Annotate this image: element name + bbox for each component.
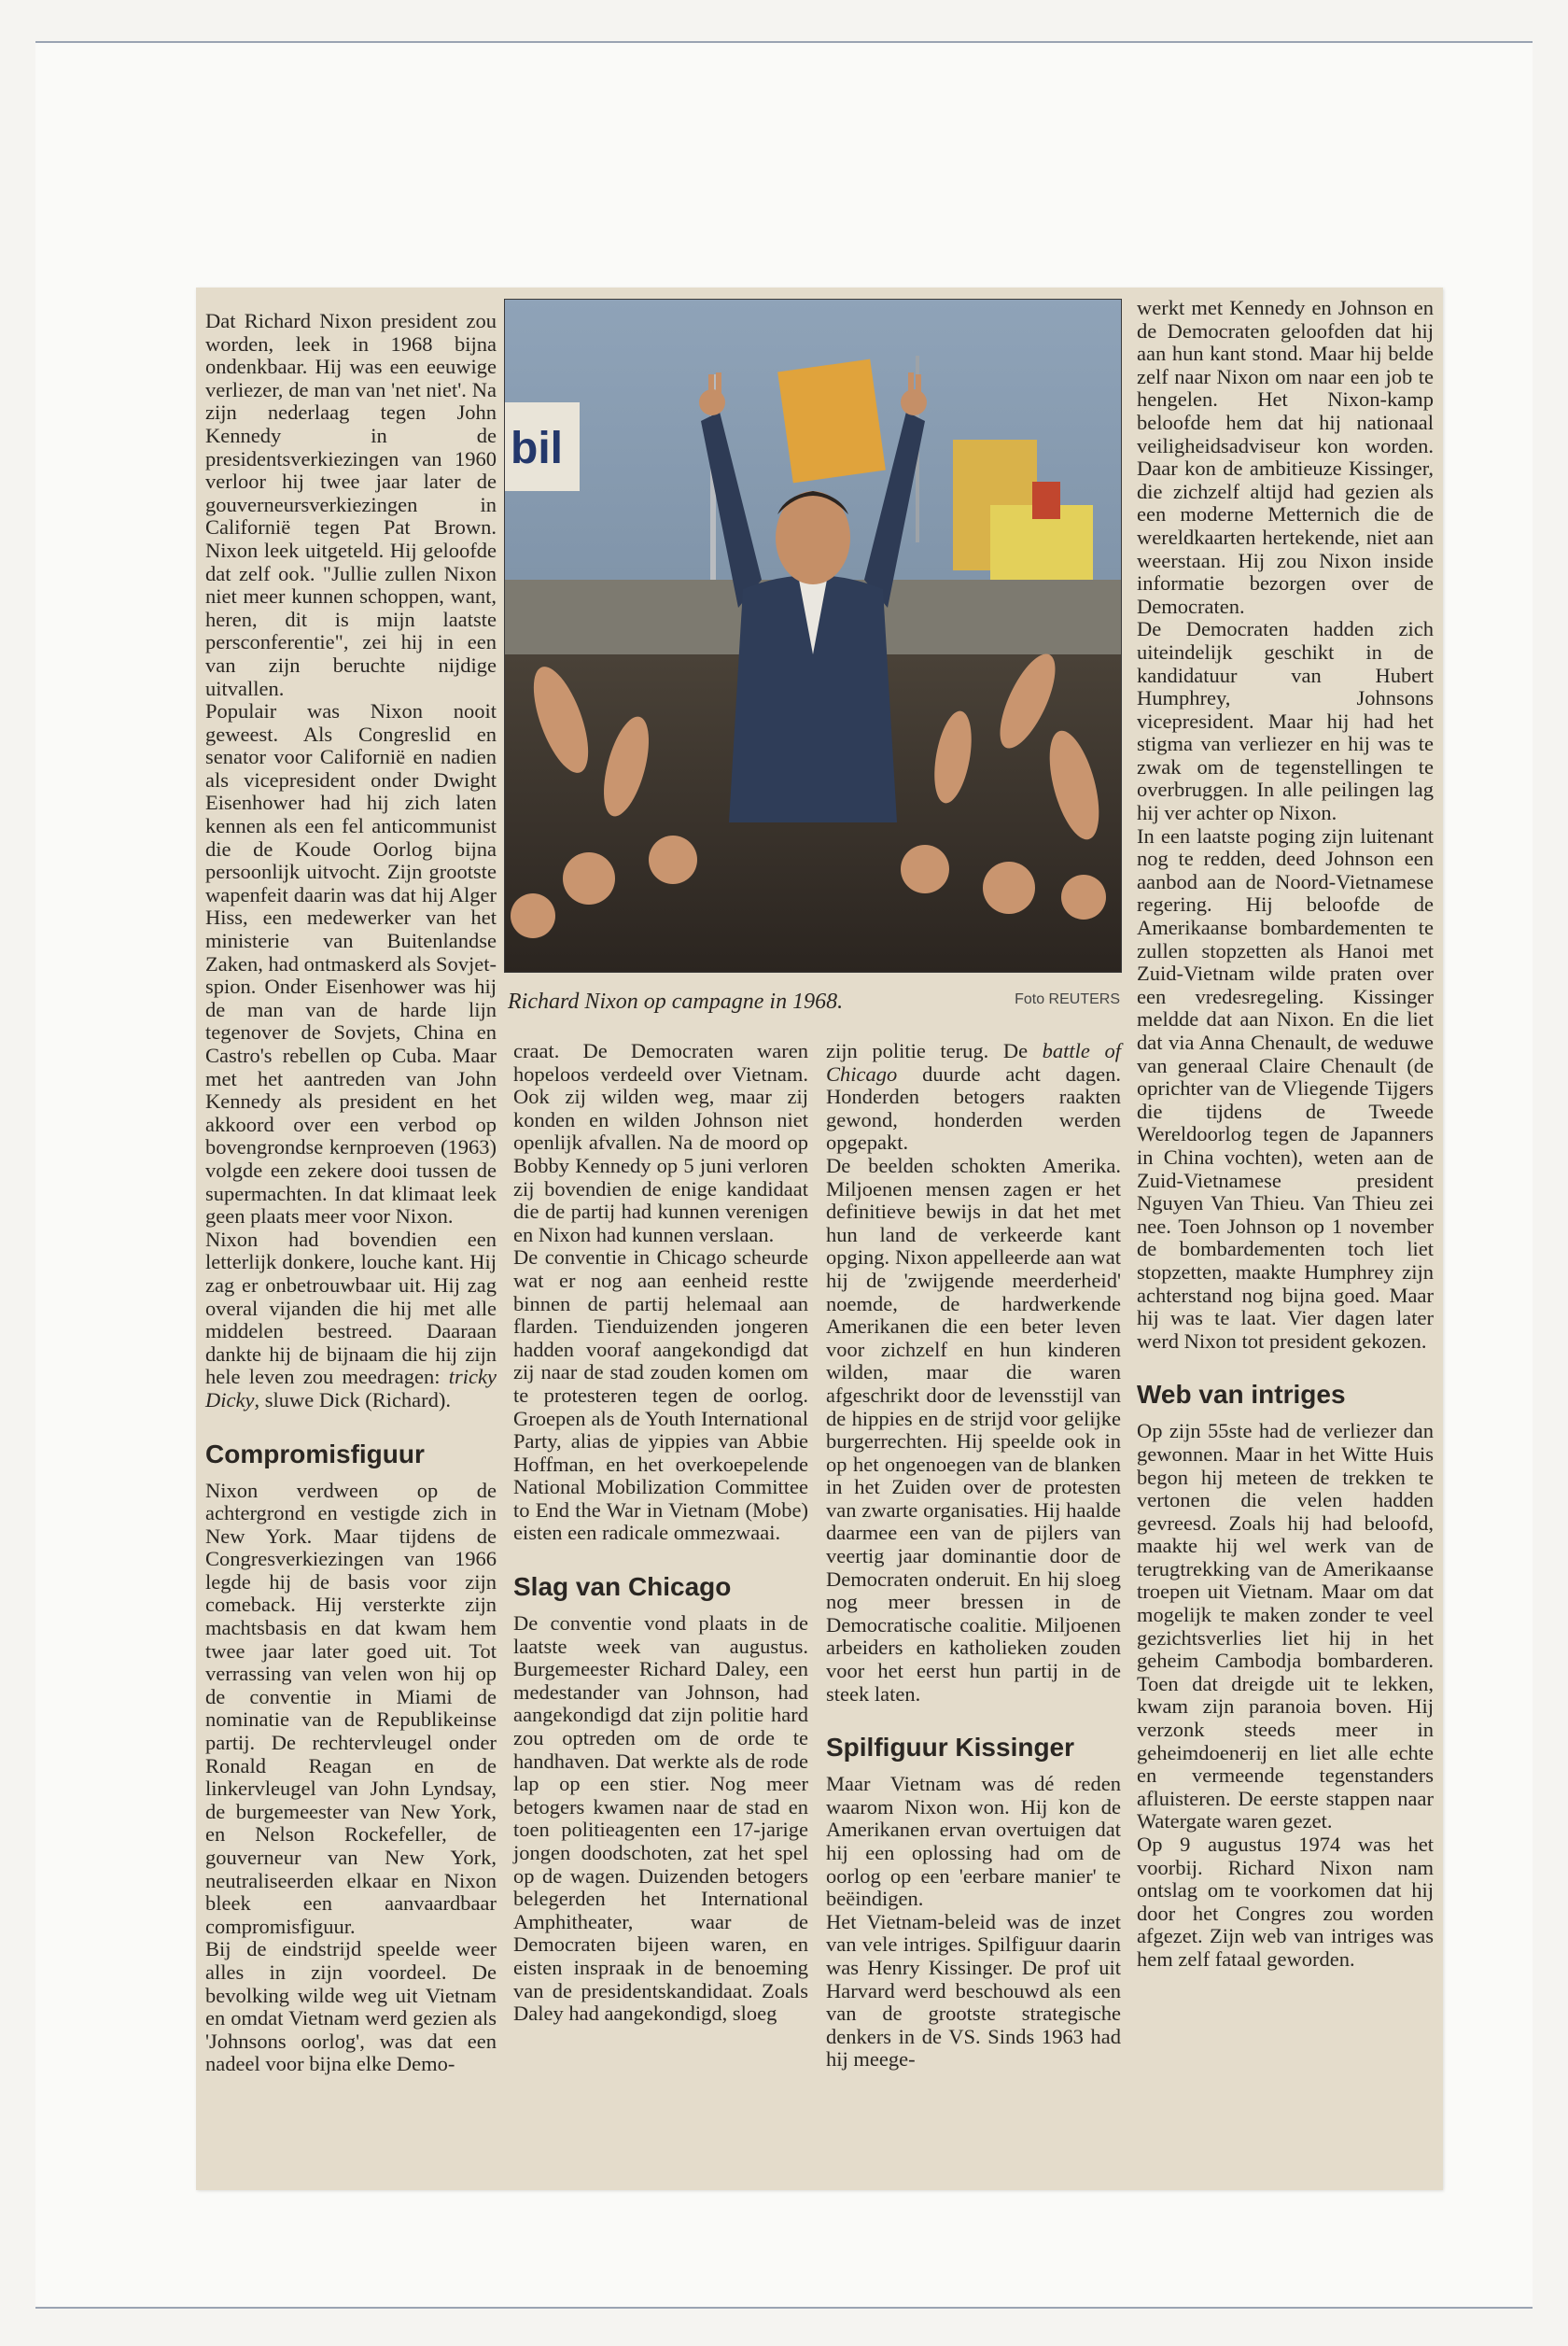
paragraph bbox=[205, 1229, 497, 1412]
album-page bbox=[35, 41, 1533, 2309]
text: Nixon had bovendien een letterlijk donkere, louche kant. Hij zag er onbetrouwbaar uit. Hij zag overal vijanden die hij met alle middelen bestreed. Daaraan dankte hij de bijnaam die hij zijn hele leven zou meedragen: bbox=[205, 1227, 497, 1389]
text: zijn politie terug. De bbox=[826, 1039, 1043, 1062]
paragraph: Populair was Nixon nooit geweest. Als Congreslid en senator voor Californië en nadien als vicepresident onder Dwight Eisenhower had hij zich laten kennen als een fel anticommunist die de Koude Oorlog bijna persoonlijk uitvocht. Zijn grootste wapenfeit daarin was dat hij Alger Hiss, een medewerker van het ministerie van Buitenlandse Zaken, had ontmaskerd als Sovjet-spion. Onder Eisenhower was hij de man van de harde lijn tegenover de Sovjets, China en Castro's rebellen op Cuba. Maar met het aantreden van John Kennedy als president en het akkoord over een verbod op bovengrondse kernproeven (1963) volgde een zekere dooi tussen de supermachten. In dat klimaat leek geen plaats meer voor Nixon. bbox=[205, 699, 497, 1229]
subheading-slag-van-chicago: Slag van Chicago bbox=[513, 1572, 732, 1602]
text: duurde acht dagen. Honderden betogers raakten gewond, honderden werden opgepakt. bbox=[826, 1061, 1121, 1155]
paragraph: Het Vietnam-beleid was de inzet van vele intriges. Spilfiguur daarin was Henry Kissinger. De prof uit Harvard werd beschouwd als een van de grootste strategische denkers in de VS. Sinds 1963 had hij meege- bbox=[826, 1909, 1121, 2072]
paragraph: Bij de eindstrijd speelde weer alles in zijn voordeel. De bevolking wilde weg uit Vietnam en omdat Vietnam werd gezien als 'Johnsons oorlog', was dat een nadeel voor bijna elke Demo- bbox=[205, 1937, 497, 2076]
paragraph: Nixon verdween op de achtergrond en vestigde zich in New York. Maar tijdens de Congresverkiezingen van 1966 legde hij de basis voor zijn comeback. Hij versterkte zijn machtsbasis en dat kwam hem twee jaar later goed uit. Tot verrassing van velen won hij op de conventie in Miami de nominatie van de Republikeinse partij. De rechtervleugel onder Ronald Reagan en de linkervleugel van John Lyndsay, de burgemeester van New York, en Nelson Rockefeller, de gouverneur van New York, neutraliseerden elkaar en Nixon bleek een aanvaardbaar compromisfiguur. bbox=[205, 1478, 497, 1938]
newspaper-clipping bbox=[196, 288, 1443, 2190]
caption-text: Richard Nixon op campagne in 1968. bbox=[508, 990, 844, 1014]
paragraph bbox=[826, 1040, 1121, 1155]
paragraph: In een laatste poging zijn luitenant nog te redden, deed Johnson een aanbod aan de Noord-Vietnamese regering. Hij beloofde de Amerikaanse bombardementen te zullen stopzetten als Hanoi met Zuid-Vietnam wilde praten over een vredesregeling. Kissinger meldde dat aan Nixon. En die liet dat via Anna Chenault, de weduwe van generaal Claire Chenault (de oprichter van de Vliegende Tijgers die tijdens de Tweede Wereldoorlog tegen de Japanners in China vochten), weten aan de Zuid-Vietnamese president Nguyen Van Thieu. Van Thieu zei nee. Toen Johnson op 1 november de bombardementen toch liet stopzetten, maakte Humphrey zijn achterstand nog bijna goed. Maar hij was te laat. Vier dagen later werd Nixon tot president gekozen. bbox=[1137, 823, 1434, 1353]
photo-caption bbox=[508, 990, 1120, 1015]
paragraph: werkt met Kennedy en Johnson en de Democraten geloofden dat hij aan hun kant stond. Maar hij belde zelf naar Nixon om naar een job te hengelen. Het Nixon-kamp beloofde hem dat hij nationaal veiligheidsadviseur kon worden. Daar kon de ambitieuze Kissinger, die zichzelf altijd had gezien als een moderne Metternich die de wereldkaarten hertekende, niet aan weerstaan. Hij zou Nixon inside informatie bezorgen over de Democraten. bbox=[1137, 296, 1434, 618]
paragraph: De conventie vond plaats in de laatste week van augustus. Burgemeester Richard Daley, een medestander van Johnson, had aangekondigd dat zijn politie hard zou optreden om de orde te handhaven. Dat werkte als de rode lap op een stier. Nog meer betogers kwamen naar de stad en toen politieagenten een 17-jarige jongen doodschoten, zat het spel op de wagen. Duizenden betogers belegerden het International Amphitheater, waar de Democraten bijeen waren, en eisten inspraak in de benoeming van de presidentskandidaat. Zoals Daley had aangekondigd, sloeg bbox=[513, 1611, 808, 2026]
column-2 bbox=[513, 1040, 808, 2026]
paragraph: Op zijn 55ste had de verliezer dan gewonnen. Maar in het Witte Huis begon hij meteen de trekken te vertonen die velen hadden gevreesd. Zoals hij had beloofd, maakte hij wel werk van de terugtrekking van de Amerikaanse troepen uit Vietnam. Maar om dat mogelijk te maken zonder te veel gezichtsverlies liet hij in het geheim Cambodja bombarderen. Toen dat dreigde uit te lekken, kwam zijn paranoia boven. Hij verzonk steeds meer in geheimdoenerij en liet alle echte en vermeende tegenstanders afluisteren. De eerste stappen naar Watergate waren gezet. bbox=[1137, 1419, 1434, 1833]
paragraph: Maar Vietnam was dé reden waarom Nixon won. Hij kon de Amerikanen ervan overtuigen dat hij een oplossing had om de oorlog op een 'eerbare manier' te beëindigen. bbox=[826, 1772, 1121, 1911]
paragraph: De conventie in Chicago scheurde wat er nog aan eenheid restte binnen de partij helemaal aan flarden. Tienduizenden jongeren hadden vooraf aangekondigd dat zij naar de stad zouden komen om te protesteren tegen de oorlog. Groepen als de Youth International Party, alias de yippies van Abbie Hoffman, en het overkoepelende National Mobilization Committee to End the War in Vietnam (Mobe) eisten een radicale ommezwaai. bbox=[513, 1245, 808, 1545]
photo-credit: Foto REUTERS bbox=[1015, 991, 1120, 1007]
column-1 bbox=[205, 310, 497, 2076]
paragraph: Dat Richard Nixon president zou worden, leek in 1968 bijna ondenkbaar. Hij was een eeuwige verliezer, de man van 'net niet'. Na zijn nederlaag tegen John Kennedy in de presidentsverkiezingen van 1960 verloor hij twee jaar later de gouverneursverkiezingen in Californië tegen Pat Brown. Nixon leek uitgeteld. Hij geloofde dat zelf ook. "Jullie zullen Nixon niet meer kunnen schoppen, want, heren, dit is mijn laatste persconferentie", zei hij in een van zijn beruchte nijdige uitvallen. bbox=[205, 309, 497, 700]
nickname: tricky Dicky bbox=[205, 1365, 497, 1412]
subheading-compromisfiguur: Compromisfiguur bbox=[205, 1439, 425, 1468]
battle-name: battle of Chicago bbox=[826, 1039, 1121, 1086]
paragraph: De beelden schokten Amerika. Miljoenen mensen zagen er het definitieve bewijs in dat het met hun land de verkeerde kant opging. Nixon appelleerde aan wat hij de 'zwijgende meerderheid' noemde, de hardwerkende Amerikanen die een beter leven voor zichzelf en hun kinderen wilden, maar die waren afgeschrikt door de levensstijl van de hippies en de strijd voor gelijke burgerrechten. Hij speelde ook in op het ongenoegen van de blanken in het Zuiden over de protesten van zwarte organisaties. Hij haalde daarmee een van de pijlers van veertig jaar dominantie door de Democraten onderuit. En hij sloeg nog meer bressen in de Democratische coalitie. Miljoenen arbeiders en katholieken zouden voor het eerst hun partij in de steek laten. bbox=[826, 1153, 1121, 1706]
photo-illustration bbox=[505, 300, 1121, 972]
column-4 bbox=[1137, 297, 1434, 1972]
subheading-web-van-intriges: Web van intriges bbox=[1137, 1380, 1346, 1410]
paragraph: Op 9 augustus 1974 was het voorbij. Richard Nixon nam ontslag om te voorkomen dat hij door het Congres zou worden afgezet. Zijn web van intriges was hem zelf fataal geworden. bbox=[1137, 1833, 1434, 1971]
text: , sluwe Dick (Richard). bbox=[254, 1387, 452, 1412]
paragraph: craat. De Democraten waren hopeloos verdeeld over Vietnam. Ook zij wilden weg, maar zij konden en wilden Johnson niet openlijk afvallen. Na de moord op Bobby Kennedy op 5 juni verloren zij bovendien de enige kandidaat die de partij had kunnen verenigen en Nixon had kunnen verslaan. bbox=[513, 1039, 808, 1246]
nixon-campaign-photo bbox=[504, 299, 1122, 973]
paragraph: De Democraten hadden zich uiteindelijk geschikt in de kandidatuur van Hubert Humphrey, Johnsons vicepresident. Maar hij had het stigma van verliezer en hij was te zwak om de tegenstellingen te overbruggen. In alle peilingen lag hij ver achter op Nixon. bbox=[1137, 617, 1434, 825]
subheading-spilfiguur-kissinger: Spilfiguur Kissinger bbox=[826, 1733, 1075, 1763]
sign-lettering: bil bbox=[511, 424, 563, 473]
column-3 bbox=[826, 1040, 1121, 2072]
